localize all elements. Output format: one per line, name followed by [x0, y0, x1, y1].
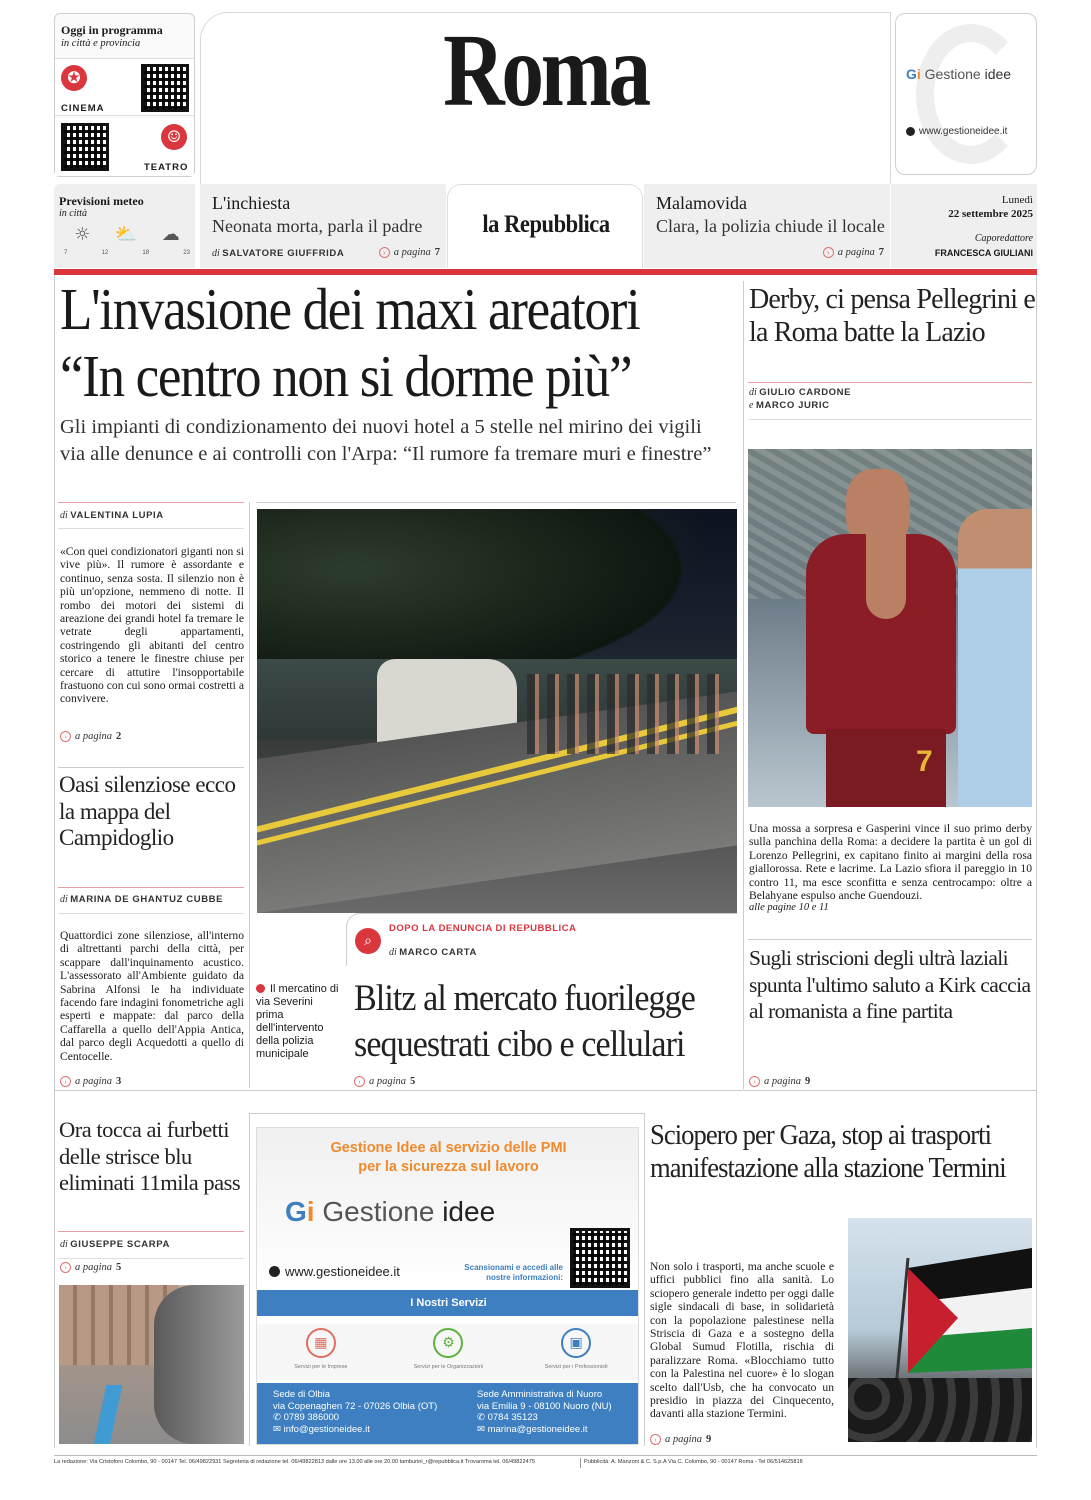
teatro-qr-code	[61, 123, 109, 171]
derby-page-ref[interactable]: alle pagine 10 e 11	[749, 902, 829, 913]
derby-byline-2: e MARCO JURIC	[749, 400, 830, 411]
inchiesta-kicker: L'inchiesta	[212, 193, 291, 213]
photo-caption: Il mercatino di via Severini prima dell'intervento della polizia municipale	[256, 983, 339, 1060]
magnifier-icon: ⌕	[355, 928, 381, 954]
blitz-page-ref[interactable]: › a pagina 5	[354, 1076, 415, 1087]
striscioni-page-ref[interactable]: › a pagina 9	[749, 1076, 810, 1087]
oasi-byline-rule	[58, 887, 244, 888]
furbetti-headline[interactable]: Ora tocca ai furbetti delle strisce blu eliminati 11mila pass	[59, 1117, 241, 1195]
ad-logo: Gi Gestione idee	[285, 1196, 496, 1227]
arrow-right-icon: ›	[354, 1076, 365, 1087]
lead-byline: di VALENTINA LUPIA	[60, 510, 164, 521]
blitz-headline-1[interactable]: Blitz al mercato fuorilegge	[354, 978, 695, 1019]
striscioni-top-rule	[748, 939, 1032, 940]
photo-arm	[866, 499, 906, 619]
photo-blue-line	[92, 1385, 123, 1444]
ad-top-box[interactable]	[895, 13, 1037, 175]
programma-subtitle: in città e provincia	[61, 38, 141, 49]
photo-car	[154, 1285, 244, 1444]
lead-page-ref[interactable]: › a pagina 2	[60, 731, 121, 742]
oasi-byline: di MARINA DE GHANTUZ CUBBE	[60, 894, 224, 905]
ad-title-2: per la sicurezza sul lavoro	[358, 1159, 539, 1175]
programma-title: Oggi in programma	[61, 23, 163, 37]
ad-frame-left	[249, 1113, 250, 1446]
lead-headline-2[interactable]: “In centro non si dorme più”	[60, 343, 632, 409]
phone-icon: ✆	[273, 1412, 281, 1423]
inchiesta-headline: Neonata morta, parla il padre	[212, 216, 423, 236]
ad-service-organizzazioni[interactable]: ⚙ Servizi per le Organizzazioni	[393, 1324, 503, 1380]
cinema-label: CINEMA	[61, 103, 105, 114]
gestione-idee-ad[interactable]	[256, 1127, 639, 1445]
footer-pubblicita: Pubblicità: A. Manzoni & C. S.p.A Via C. Colombo, 90 - 00147 Roma - Tel 06/514625818	[584, 1459, 803, 1465]
gi-logo-icon: G	[906, 66, 917, 82]
derby-byline-rule-2	[748, 419, 1032, 420]
date-day: Lunedì	[1001, 194, 1033, 206]
ad-sede-olbia: Sede di Olbia via Copenaghen 72 - 07026 Olbia (OT) ✆ 0789 386000 ✉ info@gestioneidee.it	[273, 1389, 438, 1435]
date-full: 22 settembre 2025	[948, 208, 1033, 220]
teatro-card[interactable]	[55, 118, 194, 176]
ad-url[interactable]: www.gestioneidee.it	[269, 1264, 400, 1279]
blitz-kicker-box[interactable]	[346, 913, 737, 966]
oasi-body: Quattordici zone silenziose, all'interno di altrettanti parchi della città, per scappare dall'inquinamento acustico. L'assessorato all'Ambiente guidato da Sabrina Alfonsi le ha individuate facendo fare indagini fonometriche agli esperti e mappate: dal parco della Caffarella a quello dell'Appia Antica, dal parco degli Acquedotti a quello di Centocelle.	[60, 929, 244, 1063]
arrow-right-icon: ›	[379, 247, 390, 258]
presentation-icon: ▣	[561, 1328, 591, 1358]
furbetti-byline: di GIUSEPPE SCARPA	[60, 1239, 170, 1250]
ad-services-row	[257, 1324, 639, 1380]
meteo-title: Previsioni meteo	[59, 194, 144, 208]
info-strip	[54, 184, 1037, 268]
date-box	[891, 184, 1037, 268]
cloud-icon: ☁	[161, 224, 180, 245]
parking-photo	[59, 1285, 244, 1444]
gi-logo-icon: G	[285, 1196, 307, 1227]
page-frame-left	[54, 275, 55, 1448]
globe-icon	[906, 127, 915, 136]
sciopero-body: Non solo i trasporti, ma anche scuole e uffici pubblici fino alla sanità. Lo sciopero generale indetto per oggi dalle sigle sindacali di base, in solidarietà con la popolazione palestinese nella Striscia di Gaza e a sostegno della Global Sumud Flotilla, rischia di paralizzare Roma. «Blocchiamo tutto con la Palestina nel cuore» è lo slogan scelto dall'Usb, che ha convocato un presidio in piazza dei Cinquecento, davanti alla stazione Termini.	[650, 1260, 834, 1421]
inchiesta-page-ref[interactable]: › a pagina 7	[379, 247, 440, 258]
shirt-number: 7	[916, 745, 933, 778]
ad-top-logo: Gi Gestione idee	[906, 66, 1012, 82]
arrow-right-icon: ›	[60, 1262, 71, 1273]
weather-icons	[62, 224, 192, 246]
footer-rule	[54, 1455, 1037, 1456]
globe-icon	[269, 1266, 280, 1277]
malamovida-teaser[interactable]	[644, 184, 890, 268]
furbetti-byline-rule	[58, 1231, 244, 1232]
photo-player-2	[958, 509, 1032, 807]
programma-box	[54, 13, 195, 177]
theater-mask-icon: ☺	[161, 124, 187, 150]
malamovida-page-ref[interactable]: › a pagina 7	[823, 247, 884, 258]
footer-redazione: La redazione: Via Cristoforo Colombo, 90 - 00147 Tel. 06/49822931 Segreteria di redazione tel. 06/49822813 dalle ore 13.00 alle ore 20.00 tamburini_r@repubblica.it Trovaroma tel. 06/49822475	[54, 1459, 535, 1465]
gears-icon: ⚙	[433, 1328, 463, 1358]
photo-crowd	[527, 674, 727, 754]
palestine-flag-icon	[848, 1238, 1032, 1388]
oasi-headline[interactable]: Oasi silenziose ecco la mappa del Campidoglio	[59, 772, 236, 850]
col-divider-left	[249, 502, 250, 1088]
ad-title-1: Gestione Idee al servizio delle PMI	[330, 1140, 567, 1156]
footer-divider	[580, 1458, 581, 1468]
market-night-photo	[257, 509, 737, 913]
building-icon: ▦	[306, 1328, 336, 1358]
meteo-temps: 7 12 18 23	[64, 250, 190, 256]
page-frame-right	[1036, 275, 1037, 1448]
meteo-subtitle: in città	[59, 208, 88, 219]
oasi-byline-rule-2	[58, 913, 244, 914]
derby-byline-1: di GIULIO CARDONE	[749, 387, 852, 398]
mail-icon: ✉	[477, 1423, 485, 1435]
photo-crowd-silhouettes	[848, 1378, 1032, 1442]
cinema-card[interactable]	[55, 58, 194, 116]
blitz-kicker: DOPO LA DENUNCIA DI REPUBBLICA	[389, 923, 577, 934]
derby-headline[interactable]: Derby, ci pensa Pellegrini e la Roma batte la Lazio	[749, 284, 1036, 348]
lead-byline-rule-2	[58, 528, 244, 529]
ad-frame-right	[644, 1113, 645, 1446]
partly-cloudy-icon: ⛅	[114, 224, 138, 245]
ad-scan-text: Scansionami e accedi alle nostre informazioni:	[464, 1263, 563, 1282]
sciopero-headline[interactable]: Sciopero per Gaza, stop ai trasporti manifestazione alla stazione Termini	[650, 1120, 1006, 1184]
sciopero-page-ref[interactable]: › a pagina 9	[650, 1434, 711, 1445]
editor-role: Caporedattore	[974, 233, 1033, 244]
arrow-right-icon: ›	[823, 247, 834, 258]
malamovida-kicker: Malamovida	[656, 193, 747, 213]
arrow-right-icon: ›	[60, 1076, 71, 1087]
ad-service-professionisti[interactable]: ▣ Servizi per i Professionisti	[521, 1324, 631, 1380]
ad-service-imprese[interactable]: ▦ Servizi per le Imprese	[266, 1324, 376, 1380]
gi-logo-icon-i: i	[916, 66, 921, 82]
phone-icon: ✆	[477, 1412, 485, 1423]
lead-photo-top-rule	[256, 502, 736, 503]
furbetti-page-ref[interactable]: › a pagina 5	[60, 1262, 121, 1273]
repubblica-logo-box	[447, 184, 643, 268]
malamovida-headline: Clara, la polizia chiude il locale	[656, 216, 885, 236]
striscioni-headline[interactable]: Sugli striscioni degli ultrà laziali spunta l'ultimo saluto a Kirk caccia al romanista a fine partita	[749, 946, 1031, 1023]
blitz-byline: di MARCO CARTA	[389, 947, 477, 958]
derby-body: Una mossa a sorpresa e Gasperini vince il suo primo derby sulla panchina della Roma: a decidere la partita è un gol di Lorenzo Pellegrini, ex capitano finito ai margini della rosa giallorossa. Rete e lacrime. La Lazio sfiora il pareggio in 10 contro 11, ma esce sconfitta e senza centrocampo: oltre a Belahyane espulso anche Guendouzi.	[749, 822, 1032, 903]
teatro-label: TEATRO	[144, 162, 189, 173]
furbetti-byline-rule-2	[58, 1258, 244, 1259]
sun-icon: ☼	[74, 224, 91, 245]
ad-qr-code[interactable]	[570, 1228, 630, 1288]
oasi-page-ref[interactable]: › a pagina 3	[60, 1076, 121, 1087]
repubblica-logo: la Repubblica	[482, 211, 610, 238]
film-reel-icon: ✪	[61, 65, 87, 91]
lead-deck-1: Gli impianti di condizionamento dei nuovi hotel a 5 stelle nel mirino dei vigili	[60, 416, 702, 438]
section-divider	[54, 1090, 1037, 1091]
masthead-rule	[54, 269, 1037, 275]
ad-top-url[interactable]: www.gestioneidee.it	[906, 126, 1007, 137]
lead-body: «Con quei condizionatori giganti non si vive più». Il rumore è assordante e continuo, senza sosta. Il silenzio non è più un'opzione, nemmeno di notte. Il rombo dei motori dei sistemi di areazione dei grandi hotel fa tremare le vetrate degli appartamenti, costringendo gli abitanti del centro storico a tenere le finestre chiuse per cercare di attutire l'insopportabile frastuono con cui sono ormai costretti a convivere.	[60, 545, 244, 706]
derby-byline-rule	[748, 382, 1032, 383]
meteo-box	[54, 184, 195, 268]
mail-icon: ✉	[273, 1423, 281, 1435]
ad-sede-nuoro: Sede Amministrativa di Nuoro via Emilia 9 - 08100 Nuoro (NU) ✆ 0784 35123 ✉ marina@gestioneidee.it	[477, 1389, 612, 1435]
inchiesta-teaser[interactable]	[200, 184, 446, 268]
cinema-qr-code	[141, 64, 189, 112]
editor-name: FRANCESCA GIULIANI	[934, 248, 1033, 258]
pellegrini-photo	[748, 449, 1032, 807]
city-title: Roma	[443, 13, 648, 128]
ad-frame-top	[249, 1113, 645, 1114]
oasi-top-rule	[58, 767, 244, 768]
lead-byline-rule	[58, 502, 244, 503]
arrow-right-icon: ›	[749, 1076, 760, 1087]
inchiesta-byline: di SALVATORE GIUFFRIDA	[212, 248, 345, 259]
blitz-headline-2[interactable]: sequestrati cibo e cellulari	[354, 1024, 685, 1065]
palestine-flag-photo	[848, 1218, 1032, 1442]
arrow-right-icon: ›	[650, 1434, 661, 1445]
ad-services-title: I Nostri Servizi	[410, 1297, 487, 1309]
lead-deck-2: via alle denunce e ai controlli con l'Arpa: “Il rumore fa tremare muri e finestre”	[60, 443, 712, 465]
ad-top-watermark	[916, 24, 1026, 164]
arrow-right-icon: ›	[60, 731, 71, 742]
lead-headline-1[interactable]: L'invasione dei maxi areatori	[60, 276, 640, 342]
gi-logo-icon-i: i	[306, 1196, 315, 1227]
col-divider-right	[743, 281, 744, 1089]
